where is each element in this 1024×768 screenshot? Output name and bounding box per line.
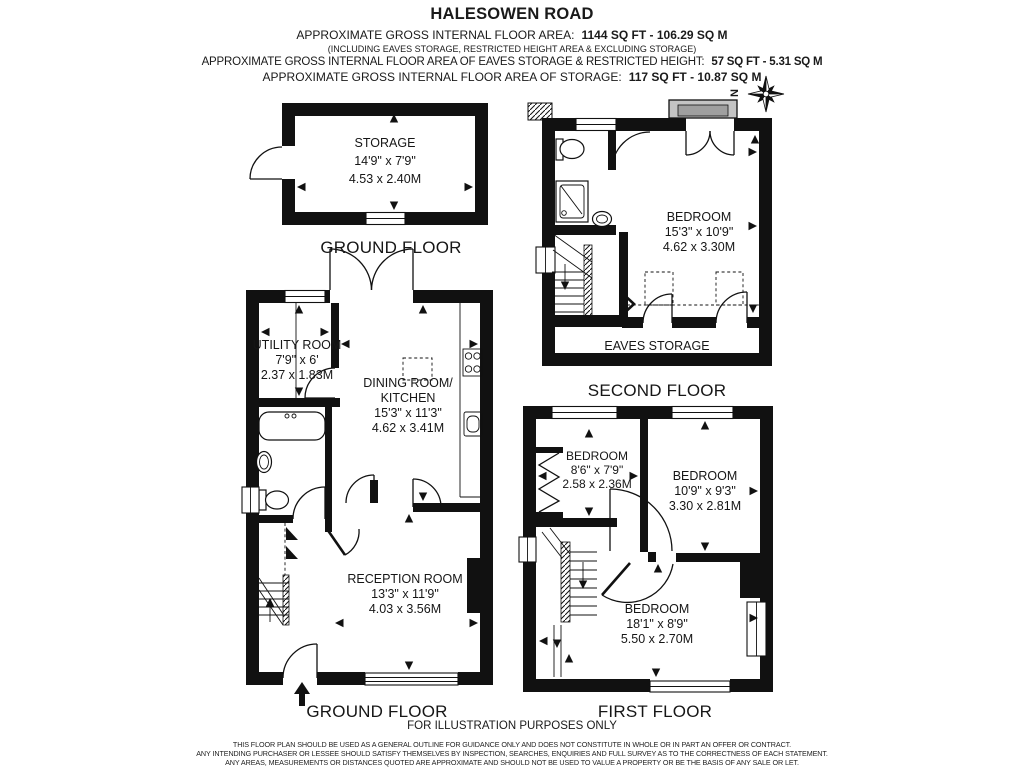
disclaimer-block bbox=[0, 741, 1024, 767]
gross-area-label: APPROXIMATE GROSS INTERNAL FLOOR AREA: bbox=[296, 28, 575, 42]
room-name: BEDROOM bbox=[624, 602, 690, 616]
room-dim-imperial: 7'9" x 6' bbox=[275, 353, 319, 367]
room-name2: KITCHEN bbox=[380, 391, 436, 405]
second-left-window bbox=[536, 247, 555, 273]
room-dim-metric: 4.03 x 3.56M bbox=[368, 602, 442, 616]
entrance-door bbox=[283, 644, 317, 678]
eaves-area-label: APPROXIMATE GROSS INTERNAL FLOOR AREA OF EAVES STORAGE & RESTRICTED HEIGHT: bbox=[201, 56, 705, 68]
room-name: UTILITY ROOM bbox=[252, 338, 342, 352]
first-top-window-right bbox=[672, 407, 733, 419]
first-bedroom-large-label bbox=[587, 602, 727, 647]
bay-window bbox=[365, 673, 458, 685]
room-dim-metric: 4.62 x 3.41M bbox=[371, 421, 445, 435]
room-dim-imperial: 15'3" x 10'9" bbox=[664, 225, 734, 239]
understair-cupboards bbox=[285, 523, 298, 575]
gross-area-value: 1144 SQ FT - 106.29 SQ M bbox=[581, 28, 728, 42]
room-dim-metric: 2.37 x 1.83M bbox=[260, 368, 334, 382]
room-dim-imperial: 13'3" x 11'9" bbox=[371, 587, 439, 601]
area-note: (INCLUDING EAVES STORAGE, RESTRICTED HEIGHT AREA & EXCLUDING STORAGE) bbox=[327, 44, 697, 54]
toilet bbox=[556, 139, 584, 160]
bathroom-door-ground bbox=[293, 487, 325, 519]
second-bedroom-label bbox=[619, 210, 779, 255]
room-dim-metric: 4.53 x 2.40M bbox=[348, 172, 422, 186]
ground-floor-label: GROUND FLOOR bbox=[306, 702, 448, 721]
hob bbox=[463, 349, 482, 376]
storage-area-label: APPROXIMATE GROSS INTERNAL FLOOR AREA OF STORAGE: bbox=[262, 70, 622, 84]
first-bedroom-mid-label bbox=[645, 469, 765, 514]
window-reveal-lines bbox=[554, 625, 561, 677]
bedroom3-door bbox=[602, 563, 673, 602]
storage-window bbox=[366, 213, 405, 225]
hall-reception-door bbox=[327, 529, 359, 555]
storage-area-value: 117 SQ FT - 10.87 SQ M bbox=[628, 70, 762, 84]
storage-area-line bbox=[0, 70, 1024, 84]
second-floor-label: SECOND FLOOR bbox=[587, 381, 727, 400]
first-bedroom-small-label bbox=[547, 449, 647, 491]
eaves-storage-label: EAVES STORAGE bbox=[604, 339, 710, 353]
bathtub bbox=[259, 412, 325, 440]
room-dim-imperial: 14'9" x 7'9" bbox=[354, 154, 416, 168]
room-dim-imperial: 8'6" x 7'9" bbox=[570, 463, 624, 477]
shower bbox=[556, 181, 588, 222]
chimney-hatch bbox=[528, 103, 552, 120]
dormer bbox=[669, 100, 737, 118]
first-top-window-left bbox=[552, 407, 617, 419]
restricted-height-dashes bbox=[627, 272, 759, 305]
north-label: N bbox=[729, 89, 741, 97]
room-name: DINING ROOM/ bbox=[363, 376, 453, 390]
room-name: BEDROOM bbox=[666, 210, 732, 224]
chimney-breast-first bbox=[740, 553, 760, 598]
kitchen-reception-doors bbox=[346, 475, 441, 507]
room-name: BEDROOM bbox=[565, 449, 628, 463]
room-dim-imperial: 10'9" x 9'3" bbox=[674, 484, 736, 498]
storage-floor-label: GROUND FLOOR bbox=[320, 238, 462, 257]
disclaimer-line-1: THIS FLOOR PLAN SHOULD BE USED AS A GENERAL OUTLINE FOR GUIDANCE ONLY AND DOES NOT CONSTITUTE IN WHOLE OR IN PART AN OFFER OR CONTRACT. bbox=[232, 740, 792, 749]
reception-room-label bbox=[330, 572, 480, 617]
illustration-purpose-note: FOR ILLUSTRATION PURPOSES ONLY bbox=[407, 720, 617, 732]
gross-area-line bbox=[0, 28, 1024, 42]
ground-top-window bbox=[285, 291, 325, 303]
first-left-window bbox=[519, 537, 536, 562]
room-dim-imperial: 18'1" x 8'9" bbox=[626, 617, 688, 631]
room-dim-metric: 2.58 x 2.36M bbox=[562, 477, 632, 491]
room-dim-imperial: 15'3" x 11'3" bbox=[374, 406, 442, 420]
utility-room-label bbox=[247, 338, 347, 383]
property-title: HALESOWEN ROAD bbox=[430, 5, 594, 23]
storage-door bbox=[250, 147, 282, 179]
second-top-window bbox=[576, 119, 616, 131]
ground-floor-plan bbox=[242, 249, 493, 706]
french-doors bbox=[686, 131, 734, 155]
first-right-window bbox=[747, 602, 766, 656]
first-bottom-window bbox=[650, 681, 730, 692]
bath-sink bbox=[257, 452, 272, 473]
room-dim-metric: 4.62 x 3.30M bbox=[662, 240, 736, 254]
sink bbox=[593, 212, 612, 227]
room-name: BEDROOM bbox=[672, 469, 738, 483]
ground-left-window bbox=[242, 487, 259, 513]
bathroom-door-arc bbox=[612, 132, 650, 170]
second-stairs bbox=[552, 234, 592, 317]
first-floor-label: FIRST FLOOR bbox=[597, 702, 713, 721]
disclaimer-line-2: ANY INTENDING PURCHASER OR LESSEE SHOULD SATISFY THEMSELVES BY INSPECTION, SEARCHES, ENQUIRIES AND FULL SURVEY AS TO THE CORRECTNESS OF EACH STATEMENT. bbox=[196, 748, 828, 758]
storage-room-label bbox=[285, 134, 485, 188]
room-name: STORAGE bbox=[354, 136, 416, 150]
room-dim-metric: 5.50 x 2.70M bbox=[620, 632, 694, 646]
eaves-area-line bbox=[0, 56, 1024, 68]
ground-stairs bbox=[259, 575, 289, 625]
room-dim-metric: 3.30 x 2.81M bbox=[668, 499, 742, 513]
disclaimer-line-3: ANY AREAS, MEASUREMENTS OR DISTANCES QUOTED ARE APPROXIMATE AND SHOULD NOT BE USED TO VALUE A PROPERTY OR BE THE BASIS OF ANY SALE OR LET. bbox=[225, 757, 799, 767]
eaves-area-value: 57 SQ FT - 5.31 SQ M bbox=[711, 56, 823, 68]
room-name: RECEPTION ROOM bbox=[347, 572, 463, 586]
dining-kitchen-label bbox=[338, 376, 478, 436]
toilet-ground bbox=[259, 490, 289, 510]
